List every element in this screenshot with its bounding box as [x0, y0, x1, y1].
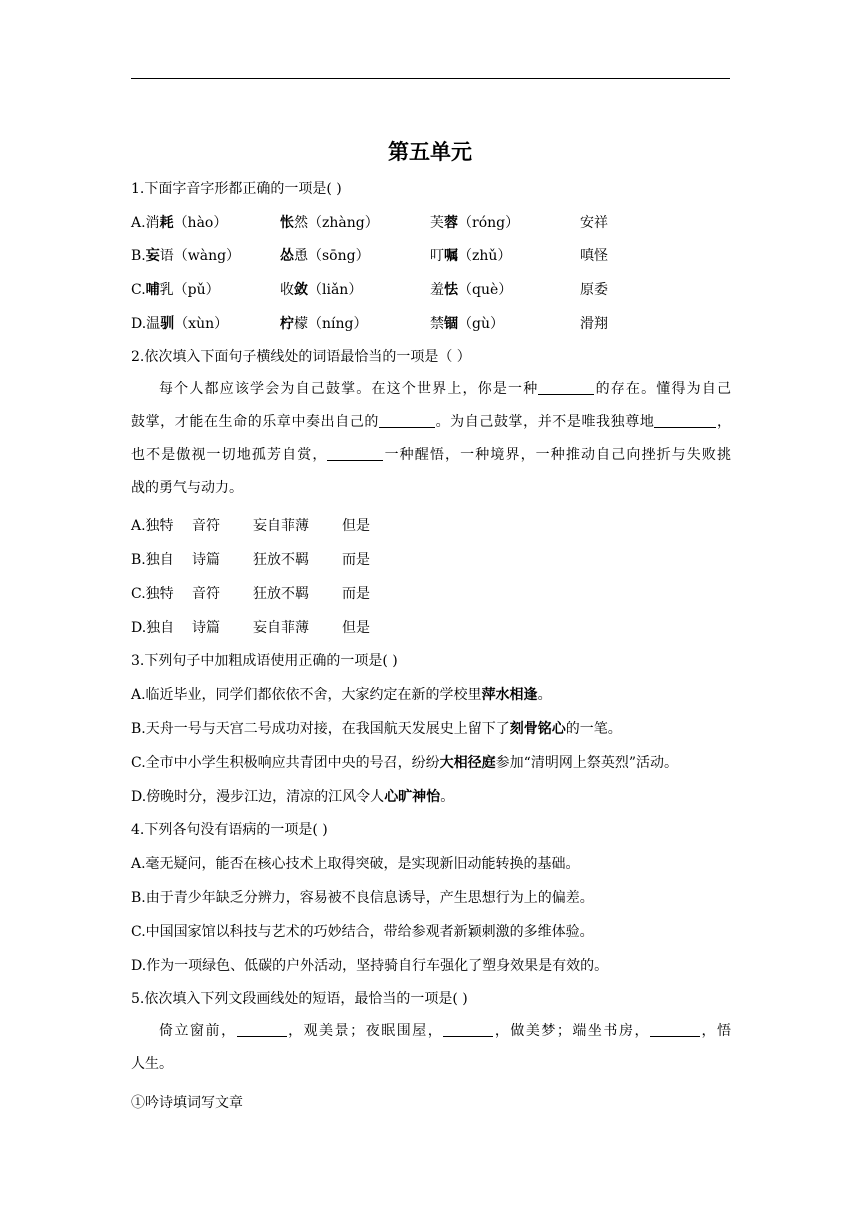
passage-text: ，观美景；夜眠围屋， [286, 1023, 444, 1039]
q2-option-word: 妄自菲薄 [253, 518, 309, 534]
option-text: B.天舟一号与天宫二号成功对接，在我国航天发展史上留下了 [131, 721, 510, 737]
q1-text: （róng） [458, 215, 520, 231]
q2-option-word: 音符 [192, 518, 220, 534]
q2-option-word: 而是 [342, 586, 370, 602]
q4-option: D.作为一项绿色、低碳的户外活动，坚持骑自行车强化了塑身效果是有效的。 [131, 958, 609, 974]
q2-option-word: 但是 [342, 620, 370, 636]
q5-item-1: ①吟诗填词写文章 [131, 1095, 243, 1111]
q3-option [131, 753, 678, 773]
passage-text: 倚立窗前， [159, 1023, 237, 1039]
passage-text: 的存在。懂得为自己 [594, 381, 732, 397]
q2-line [131, 373, 731, 406]
q1-option-cell [131, 280, 220, 300]
q5-line [131, 1048, 731, 1081]
q1-text: （hào） [173, 215, 228, 231]
answer-blank [538, 380, 594, 395]
q1-text: 乳（pǔ） [159, 282, 220, 298]
passage-text: 也不是傲视一切地孤芳自赏， [131, 447, 328, 463]
q2-option-word: 诗篇 [192, 552, 220, 568]
q1-text: 然（zhàng） [294, 215, 379, 231]
passage-text: 一种醒悟，一种境界，一种推动自己向挫折与失败挑 [383, 447, 732, 463]
q1-option-cell [430, 213, 519, 233]
q1-bold-char: 妄 [145, 248, 160, 264]
q1-bold-char: 蓉 [444, 215, 458, 231]
q2-option-word: 诗篇 [192, 620, 220, 636]
page-title: 第五单元 [388, 139, 472, 164]
q1-option-cell [430, 246, 511, 266]
q1-text: 叮 [430, 248, 444, 264]
q3-stem: 3.下列句子中加粗成语使用正确的一项是( ) [131, 653, 398, 669]
q1-bold-char: 怯 [444, 282, 458, 298]
q1-text: 羞 [430, 282, 444, 298]
q5-passage [131, 1015, 731, 1081]
q2-option-word: 音符 [192, 586, 220, 602]
q1-text: （liǎn） [308, 282, 363, 298]
header-rule [131, 78, 730, 79]
q5-stem: 5.依次填入下列文段画线处的短语，最恰当的一项是( ) [131, 991, 468, 1007]
bold-idiom: 刻骨铭心 [509, 721, 566, 737]
q1-text: 禁 [430, 316, 444, 332]
q2-option-word: 但是 [342, 518, 370, 534]
passage-text: ，悟 [700, 1023, 732, 1039]
option-text: 。 [440, 789, 455, 805]
q2-passage [131, 373, 731, 505]
option-text: 参加“清明网上祭英烈”活动。 [495, 755, 678, 771]
q1-option-cell [430, 280, 512, 300]
q1-text: （xùn） [174, 316, 229, 332]
q1-text: （què） [458, 282, 513, 298]
answer-blank [650, 1022, 700, 1037]
q3-option [131, 787, 454, 807]
q1-text: 语（wàng） [159, 248, 241, 264]
q1-option-cell: 嗔怪 [580, 248, 608, 264]
q1-bold-char: 怅 [280, 215, 294, 231]
q2-line [131, 439, 731, 472]
answer-blank [654, 413, 716, 428]
passage-text: ，做美梦；端坐书房， [493, 1023, 650, 1039]
q2-line [131, 406, 731, 439]
q1-bold-char: 嘱 [444, 248, 458, 264]
q1-option-cell: 原委 [580, 282, 608, 298]
q2-option-word: 狂放不羁 [253, 586, 309, 602]
q1-bold-char: 怂 [280, 248, 294, 264]
q1-text: （zhǔ） [458, 248, 512, 264]
q1-text: A.消 [131, 215, 160, 231]
q1-option-cell [131, 213, 227, 233]
q4-option: A.毫无疑问，能否在核心技术上取得突破，是实现新旧动能转换的基础。 [131, 856, 580, 872]
option-text: C.全市中小学生积极响应共青团中央的号召，纷纷 [131, 755, 440, 771]
q2-option-word: 而是 [342, 552, 370, 568]
passage-text: 。为自己鼓掌，并不是唯我独尊地 [435, 414, 655, 430]
q1-bold-char: 哺 [145, 282, 160, 298]
q1-text: （gù） [458, 316, 504, 332]
q1-option-cell [280, 280, 362, 300]
q1-text: B. [131, 248, 146, 264]
q1-text: 收 [280, 282, 294, 298]
option-text: D.傍晚时分，漫步江边，清凉的江风令人 [131, 789, 385, 805]
q1-text: 芙 [430, 215, 444, 231]
q1-option-cell [430, 314, 504, 334]
q2-option-word: D.独自 [131, 620, 175, 636]
q2-stem: 2.依次填入下面句子横线处的词语最恰当的一项是（ ） [131, 349, 471, 365]
passage-text: 战的勇气与动力。 [131, 480, 243, 496]
q2-option-word: 狂放不羁 [253, 552, 309, 568]
q1-text: C. [131, 282, 146, 298]
q1-option-cell [280, 246, 370, 266]
bold-idiom: 萍水相逢 [481, 687, 538, 703]
q2-option-word: C.独特 [131, 586, 174, 602]
passage-text: 鼓掌，才能在生命的乐章中奏出自己的 [131, 414, 379, 430]
q1-text: 恿（sōng） [294, 248, 370, 264]
q1-text: 檬（níng） [294, 316, 368, 332]
q1-option-cell: 安祥 [580, 215, 608, 231]
q1-option-cell: 滑翔 [580, 316, 608, 332]
option-text: A.临近毕业，同学们都依依不舍，大家约定在新的学校里 [131, 687, 482, 703]
q1-text: D.温 [131, 316, 161, 332]
answer-blank [379, 413, 435, 428]
q1-stem: 1.下面字音字形都正确的一项是( ) [131, 181, 342, 197]
q2-option-word: 妄自菲薄 [253, 620, 309, 636]
q1-bold-char: 柠 [280, 316, 294, 332]
option-text: 。 [537, 687, 552, 703]
q1-bold-char: 耗 [159, 215, 174, 231]
answer-blank [237, 1022, 287, 1037]
q4-option: C.中国国家馆以科技与艺术的巧妙结合，带给参观者新颖刺激的多维体验。 [131, 924, 594, 940]
q1-bold-char: 驯 [160, 316, 175, 332]
q3-option [131, 685, 552, 705]
q1-option-cell [280, 213, 379, 233]
q4-stem: 4.下列各句没有语病的一项是( ) [131, 822, 328, 838]
bold-idiom: 心旷神怡 [384, 789, 441, 805]
bold-idiom: 大相径庭 [439, 755, 496, 771]
q2-line [131, 472, 731, 505]
answer-blank [443, 1022, 493, 1037]
q1-option-cell [280, 314, 367, 334]
passage-text: ， [716, 414, 732, 430]
option-text: 的一笔。 [565, 721, 622, 737]
q1-bold-char: 锢 [444, 316, 458, 332]
q2-option-word: B.独自 [131, 552, 174, 568]
q1-bold-char: 敛 [294, 282, 308, 298]
passage-text: 每个人都应该学会为自己鼓掌。在这个世界上，你是一种 [159, 381, 539, 397]
q2-option-word: A.独特 [131, 518, 174, 534]
q5-line [131, 1015, 731, 1048]
q1-option-cell [131, 314, 228, 334]
answer-blank [327, 446, 383, 461]
q3-option [131, 719, 622, 739]
q1-option-cell [131, 246, 240, 266]
q4-option: B.由于青少年缺乏分辨力，容易被不良信息诱导，产生思想行为上的偏差。 [131, 890, 594, 906]
passage-text: 人生。 [131, 1056, 173, 1072]
